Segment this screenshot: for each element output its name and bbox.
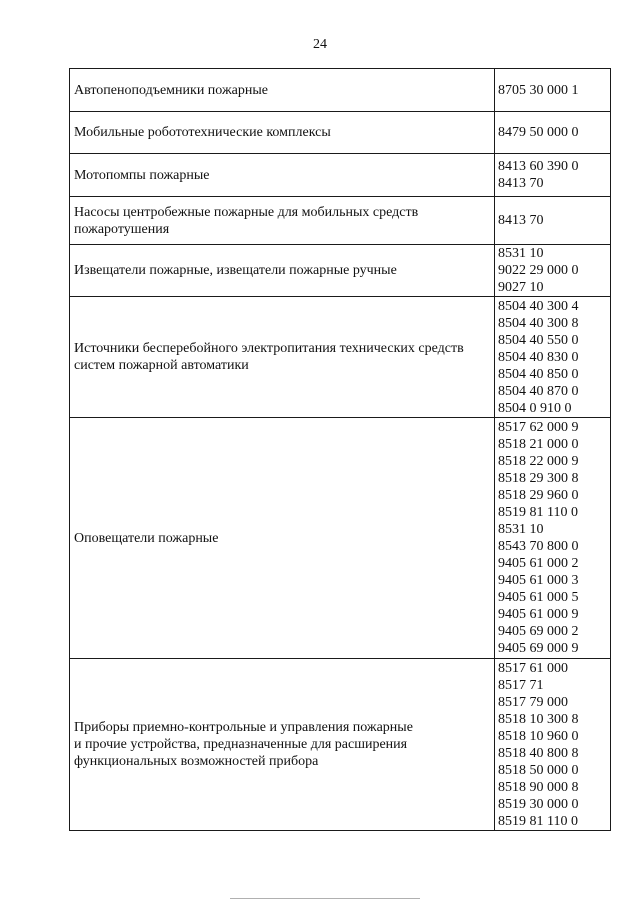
product-code-cell	[495, 69, 611, 112]
product-code: 8519 30 000 0	[498, 796, 579, 812]
product-name: Насосы центробежные пожарные для мобильных средств пожаротушения	[74, 204, 419, 237]
product-code: 8518 22 000 9	[498, 454, 579, 469]
product-name-cell	[70, 112, 495, 154]
product-code: 8504 40 870 0	[498, 383, 579, 399]
table-row	[70, 245, 611, 297]
product-code: 8518 40 800 8	[498, 745, 579, 761]
table-row	[70, 154, 611, 197]
product-code: 8543 70 800 0	[498, 539, 579, 554]
product-code: 9405 69 000 2	[498, 624, 579, 639]
product-code-cell	[495, 245, 611, 297]
table-row	[70, 297, 611, 418]
product-name: Приборы приемно-контрольные и управления пожарные и прочие устройства, предназначенные для расширения функциональных возможностей прибора	[74, 720, 413, 769]
product-name-cell	[70, 245, 495, 297]
product-code: 8517 61 000	[498, 660, 568, 676]
product-code: 8518 90 000 8	[498, 779, 579, 795]
product-code: 8518 10 960 0	[498, 728, 579, 744]
product-code-cell	[495, 112, 611, 154]
product-code: 8504 40 850 0	[498, 366, 579, 382]
product-name-cell	[70, 659, 495, 831]
product-code: 8413 70	[498, 213, 544, 228]
product-code: 8517 71	[498, 677, 544, 693]
product-code: 9022 29 000 0	[498, 263, 579, 278]
product-code: 9405 61 000 9	[498, 607, 579, 622]
product-code: 8531 10	[498, 522, 544, 537]
table-row	[70, 112, 611, 154]
product-code: 8504 40 830 0	[498, 349, 579, 365]
product-code-cell	[495, 297, 611, 418]
table-row	[70, 659, 611, 831]
table-row	[70, 69, 611, 112]
page-number: 24	[313, 37, 327, 52]
product-code: 9405 61 000 3	[498, 573, 579, 588]
product-code: 8504 40 550 0	[498, 332, 579, 348]
product-code: 9405 61 000 2	[498, 556, 579, 571]
product-code: 8531 10	[498, 246, 544, 261]
product-name: Мотопомпы пожарные	[74, 167, 210, 183]
product-name: Источники бесперебойного электропитания технических средств систем пожарной автоматики	[74, 341, 464, 373]
product-name: Мобильные робототехнические комплексы	[74, 125, 331, 140]
product-code: 9405 61 000 5	[498, 590, 579, 605]
product-code: 8479 50 000 0	[498, 125, 579, 140]
product-code: 8517 62 000 9	[498, 420, 579, 435]
product-code: 9027 10	[498, 280, 544, 295]
product-code: 8413 60 390 0	[498, 159, 579, 174]
product-code: 8504 0 910 0	[498, 400, 572, 416]
product-code: 8504 40 300 8	[498, 315, 579, 331]
table-body	[70, 69, 611, 831]
product-name-cell	[70, 69, 495, 112]
product-code-table	[69, 68, 611, 831]
product-code: 8518 50 000 0	[498, 762, 579, 778]
product-code: 8504 40 300 4	[498, 298, 579, 314]
product-code-cell	[495, 418, 611, 659]
product-code: 8519 81 110 0	[498, 813, 578, 829]
product-code: 8517 79 000	[498, 694, 568, 710]
product-code: 8413 70	[498, 176, 544, 191]
product-code-cell	[495, 197, 611, 245]
product-name-cell	[70, 197, 495, 245]
product-name-cell	[70, 418, 495, 659]
product-name: Извещатели пожарные, извещатели пожарные ручные	[74, 263, 397, 278]
product-code-cell	[495, 659, 611, 831]
product-code: 8518 29 300 8	[498, 471, 579, 486]
scan-edge-line	[230, 898, 420, 899]
product-name-cell	[70, 154, 495, 197]
product-code: 8705 30 000 1	[498, 82, 579, 98]
product-code: 8518 21 000 0	[498, 437, 579, 452]
product-code-cell	[495, 154, 611, 197]
product-name: Оповещатели пожарные	[74, 530, 219, 546]
table-row	[70, 197, 611, 245]
product-name: Автопеноподъемники пожарные	[74, 82, 268, 98]
product-code: 8518 10 300 8	[498, 711, 579, 727]
product-code: 8518 29 960 0	[498, 488, 579, 503]
product-name-cell	[70, 297, 495, 418]
table-row	[70, 418, 611, 659]
product-code: 9405 69 000 9	[498, 641, 579, 656]
product-code: 8519 81 110 0	[498, 505, 578, 520]
